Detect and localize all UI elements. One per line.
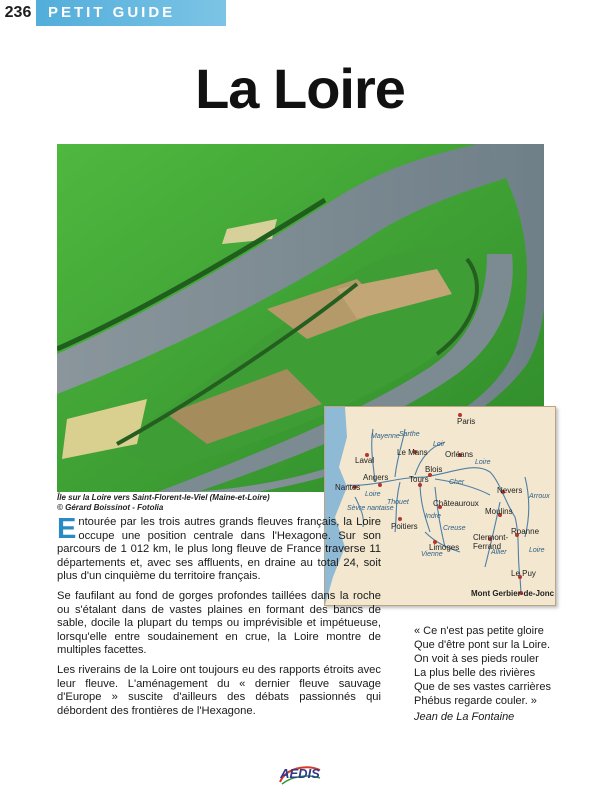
- map-river-loire-west: Loire: [365, 491, 381, 498]
- photo-caption: [57, 493, 337, 513]
- quote-block: [414, 624, 584, 724]
- map-city-poitiers: Poitiers: [391, 522, 418, 531]
- map-city-angers: Angers: [363, 473, 389, 482]
- header-band: [0, 0, 226, 26]
- map-river-mayenne: Mayenne: [371, 433, 400, 440]
- map-river-loir: Loir: [433, 441, 445, 448]
- map-city-roanne: Roanne: [511, 527, 540, 536]
- map-city-orleans: Orléans: [445, 450, 474, 459]
- map-city-clermont-ferrand: Clermont- Ferrand: [473, 533, 509, 551]
- paragraph-1-text: ntourée par les trois autres grands fleuves français, la Loire occupe une position centrale dans l'Hexagone. Sur son parcours de 1 012 km, le plus long fleuve de France traverse 11 départements et, avec ses affluents, en draine au total 24, soit plus d'un cinquième du territoire français.: [57, 516, 381, 583]
- map-river-sevre: Sèvre nantaise: [347, 505, 394, 512]
- map-river-loire-north: Loire: [475, 459, 491, 466]
- map-city-nantes: Nantes: [335, 483, 361, 492]
- map-river-vienne: Vienne: [421, 551, 443, 558]
- logo-text: AEDIS: [280, 766, 320, 781]
- map-city-blois: Blois: [425, 465, 443, 474]
- quote-line: Phébus regarde couler. »: [414, 695, 537, 707]
- map-city-paris: Paris: [457, 417, 476, 426]
- map-city-mont-gerbier: Mont Gerbier-de-Jonc: [471, 589, 555, 598]
- quote-line: La plus belle des rivières: [414, 667, 536, 679]
- map-river-arroux: Arroux: [529, 493, 550, 500]
- map-river-cher: Cher: [449, 479, 465, 486]
- map-river-loire-east: Loire: [529, 547, 545, 554]
- publisher-logo: [276, 762, 324, 786]
- quote-author: Jean de La Fontaine: [414, 711, 515, 723]
- map-city-chateauroux: Châteauroux: [433, 499, 479, 508]
- quote-line: Que d'être pont sur la Loire.: [414, 639, 551, 651]
- map-city-le-mans: Le Mans: [397, 448, 428, 457]
- map-city-tours: Tours: [409, 475, 429, 484]
- map-city-limoges: Limoges: [429, 543, 460, 552]
- quote-line: On voit à ses pieds rouler: [414, 653, 539, 665]
- map-river-thouet: Thouet: [387, 499, 409, 506]
- map-river-creuse: Creuse: [443, 525, 466, 532]
- article-body: [57, 513, 381, 724]
- map-river-indre: Indre: [425, 513, 441, 520]
- map-city-le-puy: Le Puy: [511, 569, 536, 578]
- caption-line-2: © Gérard Boissinot - Fotolia: [57, 503, 164, 512]
- dropcap: E: [57, 513, 77, 545]
- page-title: La Loire: [195, 57, 405, 120]
- paragraph-3: Les riverains de la Loire ont toujours eu des rapports étroits avec leur fleuve. L'aménagement du « dernier fleuve sauvage d'Europe » suscite d'ailleurs des débats passionnés qui débordent des frontières de l'Hexagone.: [57, 663, 381, 717]
- map-river-allier: Allier: [491, 549, 507, 556]
- map-city-laval: Laval: [355, 456, 375, 465]
- caption-line-1: Île sur la Loire vers Saint-Florent-le-Viel (Maine-et-Loire): [57, 493, 270, 502]
- quote-line: Que de ses vastes carrières: [414, 681, 551, 693]
- map-city-moulins: Moulins: [485, 507, 513, 516]
- paragraph-1: [57, 513, 381, 584]
- map-river-sarthe: Sarthe: [399, 431, 420, 438]
- map-city-nevers: Nevers: [497, 486, 523, 495]
- paragraph-2: Se faufilant au fond de gorges profondes taillées dans la roche ou s'étalant dans de vastes plaines en formant des bancs de sable, docile la plupart du temps ou imprévisible et impétueuse, lorsqu'elle entre soudainement en crue, la Loire montre de multiples facettes.: [57, 589, 381, 657]
- quote-line: « Ce n'est pas petite gloire: [414, 625, 544, 637]
- series-label: PETIT GUIDE: [48, 4, 176, 21]
- page-number: 236: [0, 0, 36, 26]
